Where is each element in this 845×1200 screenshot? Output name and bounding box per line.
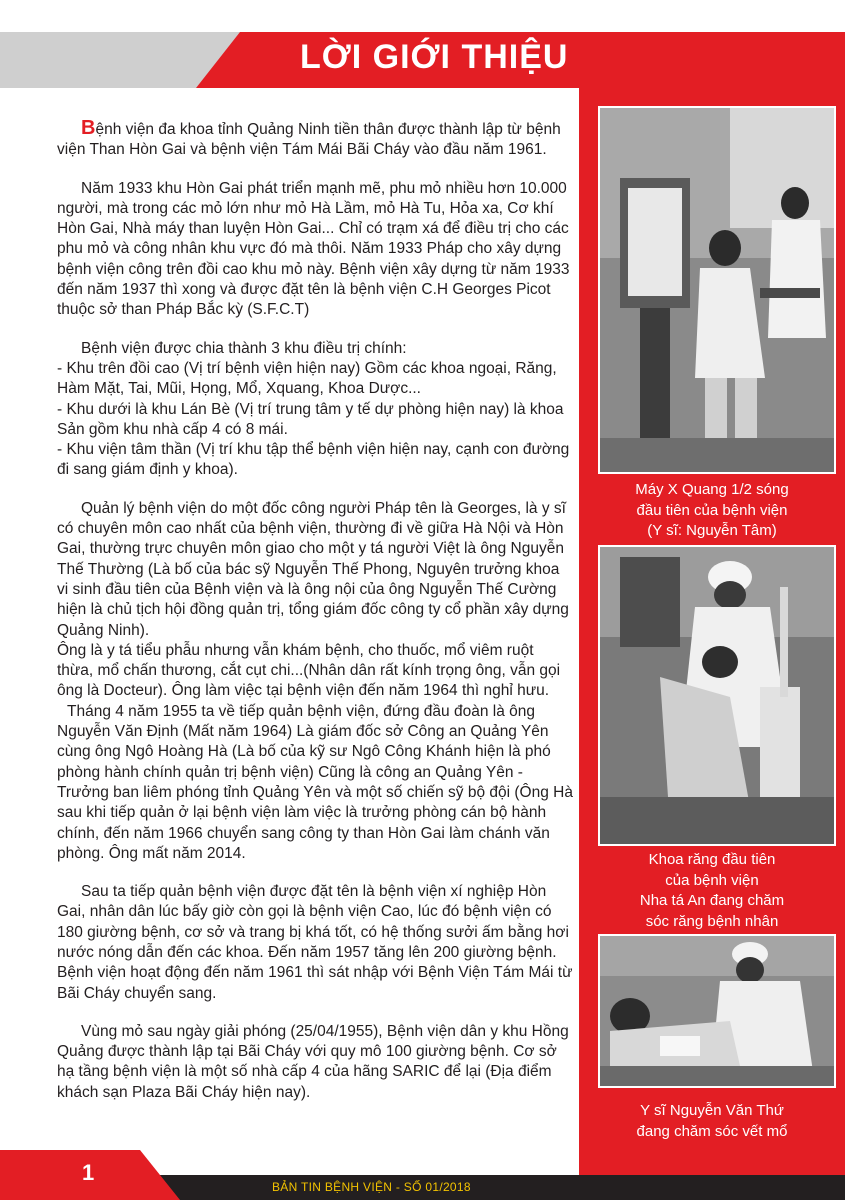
caption-line: Y sĩ Nguyễn Văn Thứ xyxy=(640,1102,784,1119)
paragraph-text: ệnh viện đa khoa tỉnh Quảng Ninh tiền thân được thành lập từ bệnh viện Than Hòn Gai và bệnh viện Tám Mái Bãi Cháy vào đầu năm 1961. xyxy=(57,121,561,159)
caption-line: của bệnh viện xyxy=(665,871,759,889)
caption-line: sóc răng bệnh nhân xyxy=(645,912,779,930)
article-paragraph-8: Vùng mỏ sau ngày giải phóng (25/04/1955), Bệnh viện dân y khu Hồng Quảng được thành lập tại Bãi Cháy với quy mô 100 giường bệnh. Cơ sở hạ tầng bệnh viện là một số nhà cấp 4 của hãng SARIC để lại (Địa điểm khách sạn Plaza Bãi Cháy hiện nay). xyxy=(57,1022,569,1101)
caption-line: Máy X Quang 1/2 sóng xyxy=(635,481,789,498)
article-paragraph-2: Năm 1933 khu Hòn Gai phát triển mạnh mẽ, phu mỏ nhiều hơn 10.000 người, mà trong các mỏ lớn như mỏ Hà Lầm, mỏ Hà Tu, Hỏa xa, Cơ khí Hòn Gai, Nhà máy than luyện Hòn Gai... Chỉ có trạm xá để điều trị cho các phu mỏ và công nhân khu vực đó mà thôi. Năm 1933 Pháp cho xây dựng bệnh viện công trên đồi cao khu mỏ này. Bệnh viện xây dựng từ năm 1933 đến năm 1937 thì xong và được đặt tên là bệnh viện C.H Georges Picot thuộc sở than Pháp Bắc kỳ (S.F.C.T) xyxy=(57,179,570,319)
drop-cap: B xyxy=(81,117,96,139)
caption-line: (Y sĩ: Nguyễn Tâm) xyxy=(647,522,777,539)
paragraph-intro: Bệnh viện được chia thành 3 khu điều trị chính: xyxy=(81,339,407,357)
list-item: - Khu viện tâm thần (Vị trí khu tập thể bệnh viện hiện nay, cạnh con đường đi sang giám định y khoa). xyxy=(57,441,570,479)
photo-wound-care xyxy=(598,934,836,1088)
caption-xray xyxy=(583,480,841,542)
caption-dental xyxy=(583,850,841,932)
article-body xyxy=(57,118,573,1121)
article-paragraph-7: Sau ta tiếp quản bệnh viện được đặt tên là bệnh viện xí nghiệp Hòn Gai, nhân dân lúc bấy giờ còn gọi là bệnh viện Cao, lúc đó bệnh viện có 180 giường bệnh, cơ sở và trang bị khá tốt, có hệ thống sưởi ấm bằng hơi nước nóng dẫn đến các khoa. Đến năm 1957 tăng lên 200 giường bệnh. Bệnh viện hoạt động đến năm 1961 thì sát nhập với Bệnh Viện Tám Mái từ Bãi Cháy chuyển sang. xyxy=(57,883,573,1002)
article-paragraph-4: Quản lý bệnh viện do một đốc công người Pháp tên là Georges, là y sĩ có chuyên môn cao nhất của bệnh viện, thường đi về giữa Hà Nội và Hòn Gai, thường trực chuyên môn giao cho một y tá người Việt là ông Nguyễn Thế Thường (Là bố của bác sỹ Nguyễn Thế Phong, Nguyên trưởng khoa vi sinh đầu tiên của Bệnh viện và là ông nội của ông Nguyễn Thế Cường hiện là chủ tịch hội đồng quản trị, tổng giám đốc công ty cổ phần xây dựng Quảng Ninh). xyxy=(57,499,569,639)
article-paragraph-3 xyxy=(57,339,573,481)
article-paragraph-6: Tháng 4 năm 1955 ta về tiếp quản bệnh viện, đứng đầu đoàn là ông Nguyễn Văn Định (Mất năm 1964) Là giám đốc sở Công an Quảng Yên cùng ông Ngô Hoàng Hà (Là bố của kỹ sư Ngô Công Khánh hiện là phó phòng hành chính quản trị bệnh viện) Cũng là công an Quảng Yên - Trưởng ban liêm phóng tỉnh Quảng Yên và một số chiến sỹ bộ đội (Ông Hà sau khi tiếp quản ở lại bệnh viện làm việc là trưởng phòng cán bộ hành chính, đến năm 1966 chuyển sang công ty than Hòn Gai làm chánh văn phòng. Ông mất năm 2014. xyxy=(57,702,573,862)
photo-xray-machine xyxy=(598,106,836,474)
caption-line: đang chăm sóc vết mổ xyxy=(636,1122,788,1140)
page-number: 1 xyxy=(82,1160,95,1185)
caption-line: Khoa răng đầu tiên xyxy=(648,851,776,868)
photo-dental-clinic xyxy=(598,545,836,846)
article-paragraph-5: Ông là y tá tiểu phẫu nhưng vẫn khám bệnh, cho thuốc, mổ viêm ruột thừa, mổ chấn thương, cắt cụt chi...(Nhân dân rất kính trọng ông, vẫn gọi ông là Docteur). Ông làm việc tại bệnh viện đến năm 1964 thì nghỉ hưu. xyxy=(57,641,561,700)
list-item: - Khu trên đồi cao (Vị trí bệnh viện hiện nay) Gồm các khoa ngoại, Răng, Hàm Mặt, Tai, Mũi, Họng, Mổ, Xquang, Khoa Dược... xyxy=(57,359,557,398)
page-title: LỜI GIỚI THIỆU xyxy=(300,38,569,76)
caption-line: đầu tiên của bệnh viện xyxy=(636,501,788,519)
list-item: - Khu dưới là khu Lán Bè (Vị trí trung tâm y tế dự phòng hiện nay) là khoa Sản gồm khu nhà cấp 4 có 8 mái. xyxy=(57,400,564,438)
caption-line: Nha tá An đang chăm xyxy=(639,892,785,909)
footer-publication: BẢN TIN BỆNH VIỆN - SỐ 01/2018 xyxy=(272,1180,471,1194)
caption-wound-care xyxy=(583,1101,841,1142)
article-paragraph-1 xyxy=(57,118,573,161)
